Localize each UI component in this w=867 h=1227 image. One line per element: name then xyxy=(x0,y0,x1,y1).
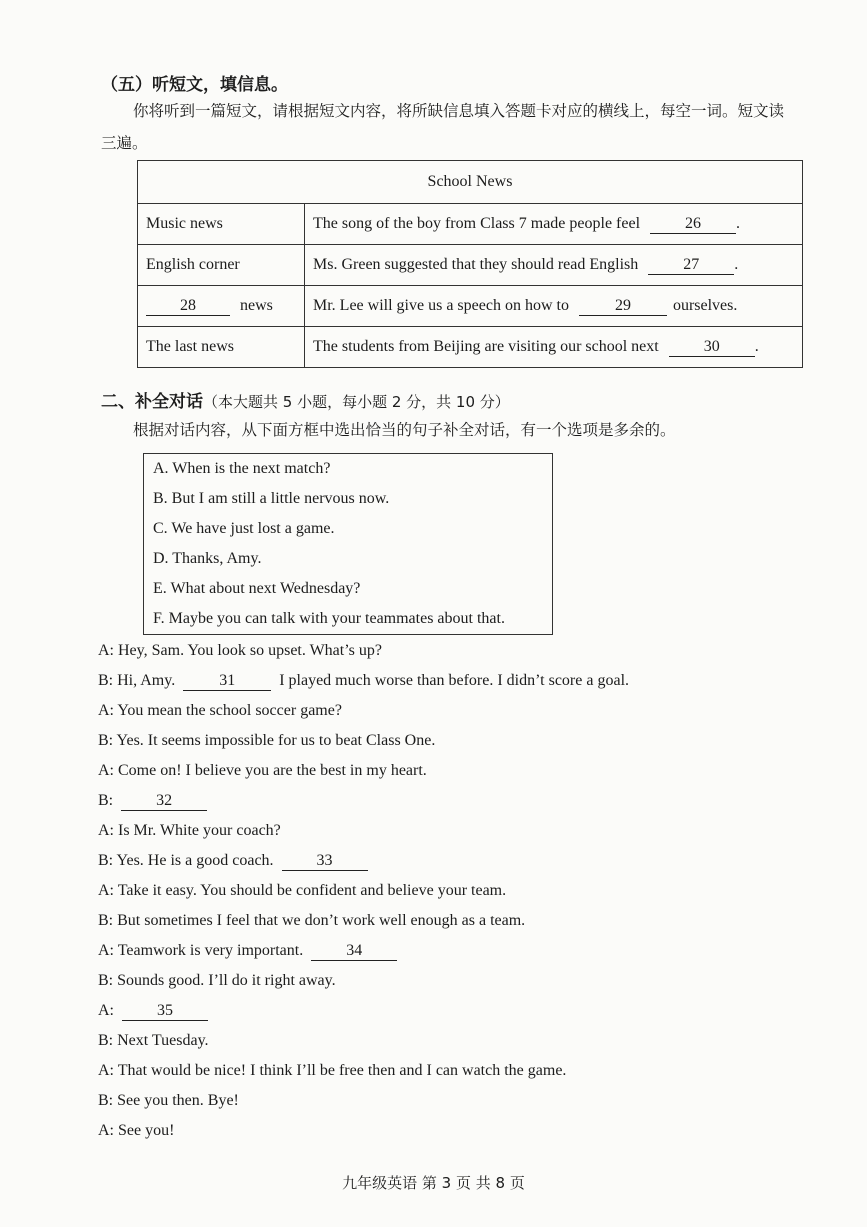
option-d: D. Thanks, Amy. xyxy=(153,550,262,567)
table-cell-right xyxy=(305,327,803,368)
answer-blank: 33 xyxy=(282,852,368,871)
dialogue-text: A: Take it easy. You should be confident and believe your team. xyxy=(98,882,507,899)
dialogue-line xyxy=(98,1092,239,1110)
answer-blank: 28 xyxy=(146,297,230,316)
option-e: E. What about next Wednesday? xyxy=(153,580,361,597)
dialogue-line xyxy=(98,642,382,660)
cell-text: Ms. Green suggested that they should read English xyxy=(313,255,639,273)
answer-blank: 30 xyxy=(669,338,755,357)
cell-text-after: . xyxy=(754,337,759,355)
dialogue-text: A: Is Mr. White your coach? xyxy=(98,822,281,839)
dialogue-text: B: Hi, Amy. xyxy=(98,672,176,689)
dialogue-text: B: xyxy=(98,792,114,809)
options-box xyxy=(143,453,553,635)
table-cell-right xyxy=(305,204,803,245)
section-title: （五）听短文，填信息。 xyxy=(101,75,288,95)
dialogue-text: B: See you then. Bye! xyxy=(98,1092,239,1109)
dialogue-text: A: Hey, Sam. You look so upset. What’s up? xyxy=(98,642,382,659)
cell-text: The song of the boy from Class 7 made people feel xyxy=(313,214,641,232)
table-cell-left: Music news xyxy=(138,204,305,245)
dialogue-text: B: Sounds good. I’ll do it right away. xyxy=(98,972,336,989)
option-a: A. When is the next match? xyxy=(153,460,331,477)
dialogue-text: B: Yes. He is a good coach. xyxy=(98,852,274,869)
answer-blank: 26 xyxy=(650,215,736,234)
option-b: B. But I am still a little nervous now. xyxy=(153,490,390,507)
dialogue-line xyxy=(98,852,368,871)
dialogue-text: A: Come on! I believe you are the best in my heart. xyxy=(98,762,427,779)
dialogue-line xyxy=(98,672,629,691)
cell-text: The students from Beijing are visiting our school next xyxy=(313,337,659,355)
dialogue-text: B: Next Tuesday. xyxy=(98,1032,209,1049)
table-cell-left: English corner xyxy=(138,245,305,286)
dialogue-text: A: xyxy=(98,1002,114,1019)
dialogue-text-after: I played much worse than before. I didn’t score a goal. xyxy=(279,672,630,689)
cell-text-after: . xyxy=(736,214,741,232)
dialogue-line xyxy=(98,1032,209,1050)
dialogue-line xyxy=(98,762,427,780)
part-title-line xyxy=(101,387,510,412)
section-instruction-line2: 三遍。 xyxy=(101,134,148,152)
table-cell-left xyxy=(138,286,305,327)
dialogue-text: A: That would be nice! I think I’ll be free then and I can watch the game. xyxy=(98,1062,567,1079)
dialogue-line xyxy=(98,942,397,961)
dialogue-line xyxy=(98,1122,174,1140)
answer-blank: 31 xyxy=(183,672,271,691)
part-title-note: （本大题共 5 小题，每小题 2 分，共 10 分） xyxy=(203,393,510,411)
section-instruction-line1: 你将听到一篇短文，请根据短文内容，将所缺信息填入答题卡对应的横线上，每空一词。短文读 xyxy=(133,102,785,120)
part-title: 二、补全对话 xyxy=(101,392,203,412)
dialogue-line xyxy=(98,822,281,840)
table-row xyxy=(138,204,803,245)
dialogue-text: A: Teamwork is very important. xyxy=(98,942,304,959)
dialogue-text: A: See you! xyxy=(98,1122,175,1139)
cell-text: Mr. Lee will give us a speech on how to xyxy=(313,296,569,314)
dialogue-text: B: But sometimes I feel that we don’t work well enough as a team. xyxy=(98,912,526,929)
dialogue-line xyxy=(98,1002,208,1021)
cell-text-after: ourselves. xyxy=(672,296,738,314)
answer-blank: 29 xyxy=(579,297,667,316)
dialogue-line xyxy=(98,882,506,900)
dialogue-line xyxy=(98,1062,566,1080)
dialogue-text: A: You mean the school soccer game? xyxy=(98,702,342,719)
school-news-table xyxy=(137,160,803,368)
table-row xyxy=(138,327,803,368)
table-row xyxy=(138,286,803,327)
answer-blank: 34 xyxy=(311,942,397,961)
table-cell-right xyxy=(305,286,803,327)
dialogue-line xyxy=(98,912,525,930)
answer-blank: 35 xyxy=(122,1002,208,1021)
dialogue-line xyxy=(98,702,342,720)
cell-text-after: . xyxy=(734,255,739,273)
table-header: School News xyxy=(138,161,803,204)
page-footer: 九年级英语 第 3 页 共 8 页 xyxy=(342,1174,525,1192)
option-f: F. Maybe you can talk with your teammates about that. xyxy=(153,610,505,627)
answer-blank: 32 xyxy=(121,792,207,811)
dialogue-text: B: Yes. It seems impossible for us to beat Class One. xyxy=(98,732,436,749)
table-row xyxy=(138,245,803,286)
dialogue-line xyxy=(98,972,336,990)
dialogue-line xyxy=(98,732,435,750)
cell-text: news xyxy=(240,296,273,314)
table-cell-left: The last news xyxy=(138,327,305,368)
option-c: C. We have just lost a game. xyxy=(153,520,335,537)
table-cell-right xyxy=(305,245,803,286)
part-instruction: 根据对话内容，从下面方框中选出恰当的句子补全对话，有一个选项是多余的。 xyxy=(133,421,676,439)
dialogue-line xyxy=(98,792,207,811)
answer-blank: 27 xyxy=(648,256,734,275)
